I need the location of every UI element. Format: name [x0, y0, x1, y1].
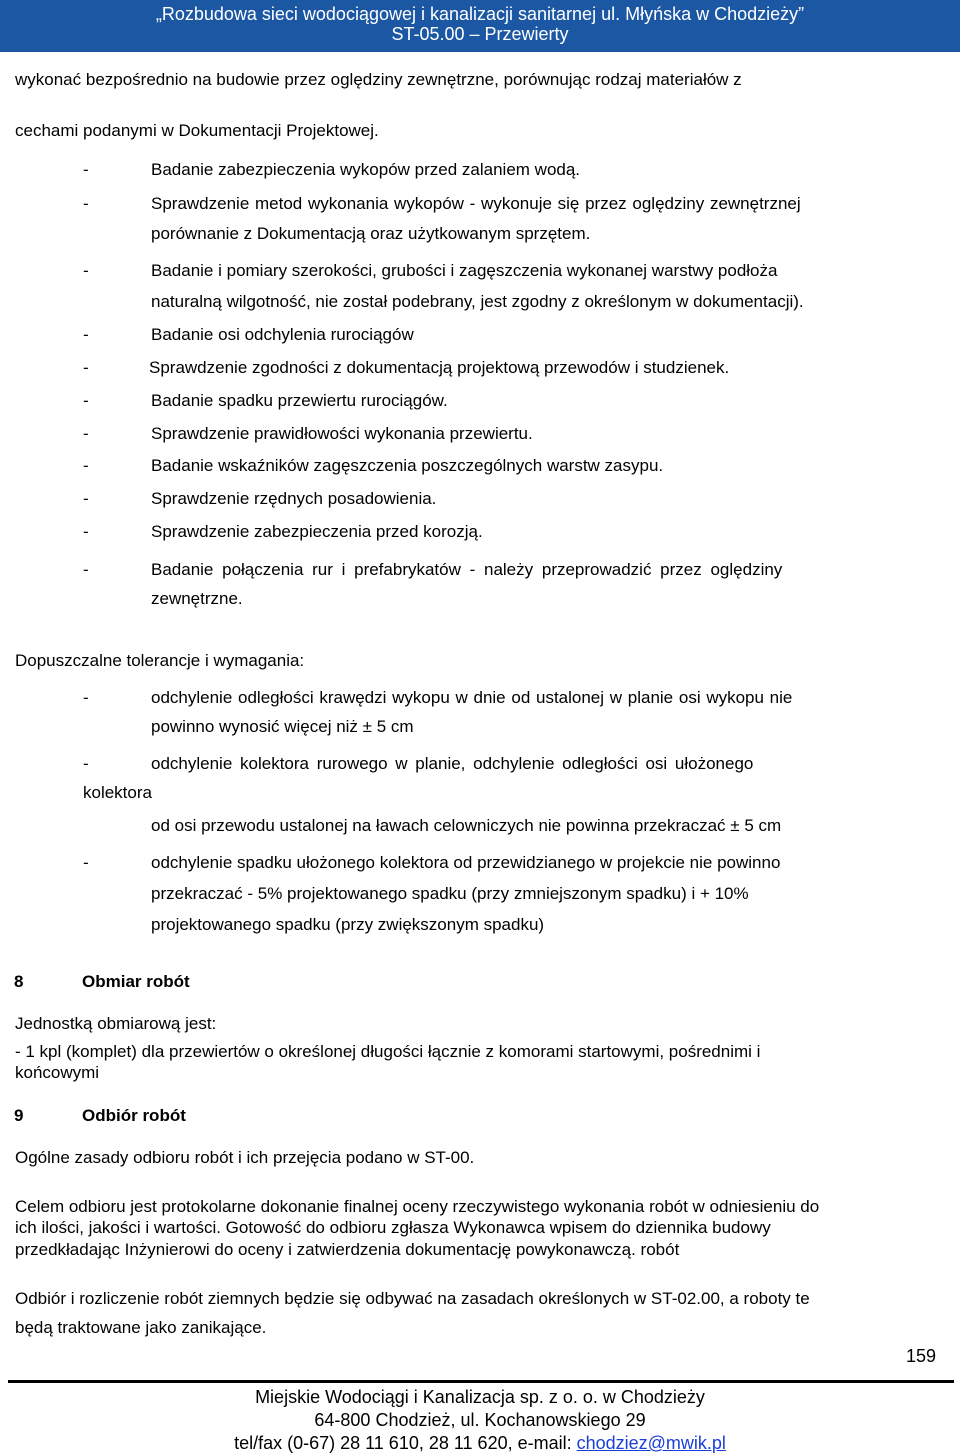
- check-item: Badanie zabezpieczenia wykopów przed zalaniem wodą.: [151, 160, 581, 179]
- tolerance-item-continued: powinno wynosić więcej niż ± 5 cm: [151, 717, 414, 736]
- check-item: Sprawdzenie prawidłowości wykonania przewiertu.: [151, 424, 533, 443]
- list-dash: -: [83, 424, 89, 443]
- check-item: Badanie i pomiary szerokości, grubości i zagęszczenia wykonanej warstwy podłoża: [151, 261, 778, 280]
- intro-line-2: cechami podanymi w Dokumentacji Projektowej.: [15, 121, 379, 140]
- list-dash: -: [83, 560, 89, 579]
- tolerance-item-continued: od osi przewodu ustalonej na ławach celowniczych nie powinna przekraczać ± 5 cm: [151, 816, 782, 835]
- check-item-continued: zewnętrzne.: [151, 589, 243, 608]
- check-item: Badanie osi odchylenia rurociągów: [151, 325, 414, 344]
- list-dash: -: [83, 456, 89, 475]
- list-dash: -: [83, 194, 89, 213]
- check-item: Sprawdzenie metod wykonania wykopów - wykonuje się przez oględziny zewnętrznej: [151, 194, 801, 213]
- tolerance-item-continued: kolektora: [83, 783, 152, 802]
- list-dash: -: [83, 358, 89, 377]
- tolerance-item: odchylenie kolektora rurowego w planie, odchylenie odległości osi ułożonego: [151, 754, 754, 773]
- unit-label: Jednostką obmiarową jest:: [15, 1014, 217, 1033]
- check-item-continued: porównanie z Dokumentacją oraz użytkowanym sprzętem.: [151, 224, 591, 243]
- header-subtitle: ST-05.00 – Przewierty: [391, 24, 569, 44]
- footer-contact: [0, 1432, 960, 1454]
- list-dash: -: [83, 325, 89, 344]
- section-number: 8: [14, 972, 24, 991]
- check-item: Badanie spadku przewiertu rurociągów.: [151, 391, 448, 410]
- footer-email-link[interactable]: chodziez@mwik.pl: [576, 1433, 726, 1453]
- footer-divider: [8, 1380, 954, 1383]
- footer-company: Miejskie Wodociągi i Kanalizacja sp. z o. o. w Chodzieży: [255, 1387, 705, 1407]
- paragraph-continued: przedkładając Inżynierowi do oceny i zatwierdzenia dokumentację powykonawczą. robót: [15, 1240, 680, 1259]
- document-header: [0, 0, 960, 52]
- check-item: Badanie połączenia rur i prefabrykatów - należy przeprowadzić przez oględziny: [151, 560, 783, 579]
- footer-phone: tel/fax (0-67) 28 11 610, 28 11 620, e-mail:: [234, 1433, 577, 1453]
- header-title: „Rozbudowa sieci wodociągowej i kanalizacji sanitarnej ul. Młyńska w Chodzieży”: [155, 4, 805, 24]
- list-dash: -: [83, 160, 89, 179]
- intro-line-1: wykonać bezpośrednio na budowie przez oględziny zewnętrzne, porównując rodzaj materiałów z: [15, 70, 742, 89]
- tolerance-item-continued: przekraczać - 5% projektowanego spadku (przy zmniejszonym spadku) i + 10%: [151, 884, 749, 903]
- check-item: Sprawdzenie rzędnych posadowienia.: [151, 489, 437, 508]
- tolerances-heading: Dopuszczalne tolerancje i wymagania:: [15, 651, 305, 670]
- paragraph-continued: ich ilości, jakości i wartości. Gotowość do odbioru zgłasza Wykonawca wpisem do dziennika budowy: [15, 1218, 771, 1237]
- list-dash: -: [83, 853, 89, 872]
- paragraph: Odbiór i rozliczenie robót ziemnych będzie się odbywać na zasadach określonych w ST-02.00, a roboty te: [15, 1289, 810, 1308]
- check-item: Badanie wskaźników zagęszczenia poszczególnych warstw zasypu.: [151, 456, 664, 475]
- section-number: 9: [14, 1106, 24, 1125]
- list-dash: -: [83, 754, 89, 773]
- list-dash: -: [83, 688, 89, 707]
- list-dash: -: [83, 489, 89, 508]
- unit-description-continued: końcowymi: [15, 1063, 100, 1082]
- section-title: Odbiór robót: [82, 1106, 186, 1125]
- list-dash: -: [83, 522, 89, 541]
- paragraph-continued: będą traktowane jako zanikające.: [15, 1318, 267, 1337]
- check-item: Sprawdzenie zabezpieczenia przed korozją.: [151, 522, 483, 541]
- tolerance-item-continued: projektowanego spadku (przy zwiększonym spadku): [151, 915, 545, 934]
- footer-address: 64-800 Chodzież, ul. Kochanowskiego 29: [314, 1410, 646, 1430]
- list-dash: -: [83, 261, 89, 280]
- section-title: Obmiar robót: [82, 972, 190, 991]
- tolerance-item: odchylenie spadku ułożonego kolektora od przewidzianego w projekcie nie powinno: [151, 853, 781, 872]
- paragraph: Celem odbioru jest protokolarne dokonanie finalnej oceny rzeczywistego wykonania robót w odniesieniu do: [15, 1197, 820, 1216]
- unit-description: - 1 kpl (komplet) dla przewiertów o określonej długości łącznie z komorami startowymi, pośrednimi i: [15, 1042, 761, 1061]
- tolerance-item: odchylenie odległości krawędzi wykopu w dnie od ustalonej w planie osi wykopu nie: [151, 688, 793, 707]
- check-item: Sprawdzenie zgodności z dokumentacją projektową przewodów i studzienek.: [149, 358, 730, 377]
- check-item-continued: naturalną wilgotność, nie został podebrany, jest zgodny z określonym w dokumentacji).: [151, 292, 804, 311]
- page-number: 159: [906, 1346, 937, 1366]
- list-dash: -: [83, 391, 89, 410]
- paragraph: Ogólne zasady odbioru robót i ich przejęcia podano w ST-00.: [15, 1148, 475, 1167]
